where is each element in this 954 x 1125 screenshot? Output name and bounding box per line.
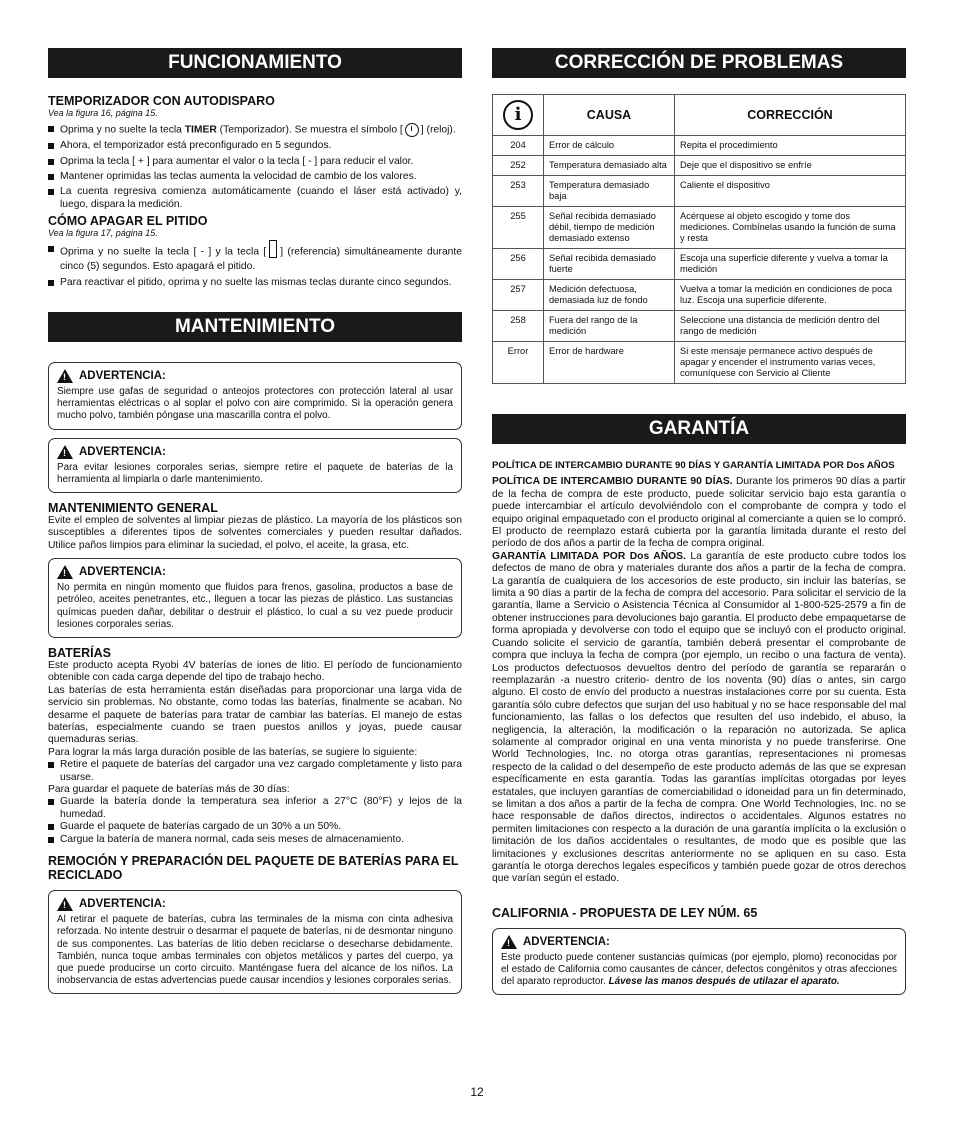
reference-icon xyxy=(269,240,277,258)
cell-causa: Error de hardware xyxy=(544,342,675,384)
table-row xyxy=(493,207,906,249)
beep-title: CÓMO APAGAR EL PITIDO xyxy=(48,214,208,229)
batt-list xyxy=(48,796,462,846)
warning-box: ! ADVERTENCIA: Para evitar lesiones corporales serias, siempre retire el paquete de baterías de la herramienta al limpiarla o darle mantenimiento. xyxy=(48,438,462,493)
list-item: Ahora, el temporizador está preconfigurado en 5 segundos. xyxy=(48,140,462,152)
problemas-header: CORRECCIÓN DE PROBLEMAS xyxy=(492,48,906,78)
table-row xyxy=(493,280,906,311)
warranty-paragraph: GARANTÍA LIMITADA POR Dos AÑOS. La garantía de este producto cubre todos los defectos de mano de obra y materiales durante dos años a partir de la fecha de compra. La garantía de cualquiera de los accesorios de este producto, sin incluir las baterías, se limita a 90 días a partir de la fecha de compra del accesorio. Para solicitar el servicio de la garantía, llame a Servicio o Asistencia Técnica al Consumidor al 1-800-525-2579 a fin de obtener instrucciones para devoluciones bajo garantía. El producto debe empaquetarse de forma apropiada y devolverse con todo el equipo que se incluyó con el producto original. Cuando solicite el servicio de garantía, también deberá presentar el comprobante de compra que incluya la fecha de compra (por ejemplo, un recibo o una factura de venta). Los productos defectuosos devueltos dentro del período de garantía se repararán o reemplazarán -a nuestro criterio- dentro de los noventa (90) días o antes, sin cargo alguno. El costo de envío del producto a nuestras instalaciones corre por su cuenta. Esta garantía sólo cubre defectos que surjan del uso habitual y no se hace responsable del mal funcionamiento, las fallas o los defectos que resulten del uso indebido, el abuso, la negligencia, la alteración, la modificación o la reparación no autorizada. Se aplica solamente al comprador original en una venta minorista y no puede transferirse. One World Technologies, Inc. no otorga otras garantías, representaciones ni promesas respecto de la calidad o del desempeño de este producto además de las que se expresan específicamente en esta garantía. Todas las garantías implícitas otorgadas por leyes estatales, que incluyen garantías de comerciabilidad o idoneidad para un fin determinado, se limitan a dos años a partir de la fecha de compra. One World Technologies, Inc. no se hace responsable de daños directos, indirectos o accidentales. Algunos estatres no permiten limitaciones con respecto a la duración de una garantía implícita o la exclusión o limitación de los daños accidentales o resultantes, de modo que es posible que las limitaciones y exclusiones descritas anteriormente no se apliquen en su caso. Esta garantía le otorga derechos legales específicos y también puede gozar de otros derechos que varían según el estado. xyxy=(492,550,906,885)
cell-code: 204 xyxy=(493,136,544,156)
right-column xyxy=(492,48,906,995)
warranty-paragraph: POLÍTICA DE INTERCAMBIO DURANTE 90 DÍAS. Durante los primeros 90 días a partir de la fecha de compra de este producto, puede solicitar servicio bajo esta garantía o puede intercambiar el artículo devolviéndolo con el comprobante de compra y todo el equipo original empaquetado con el producto original al comerciante a quien se lo compró. El producto de reemplazo estará cubierta por la garantía limitada durante el resto del período de dos años a partir de la fecha de compra original. xyxy=(492,476,906,550)
warning-icon: ! xyxy=(501,935,517,949)
cell-causa: Medición defectuosa, demasiada luz de fondo xyxy=(544,280,675,311)
cell-code: Error xyxy=(493,342,544,384)
warning-icon: ! xyxy=(57,445,73,459)
batt-paragraph: Las baterías de esta herramienta están diseñadas para proporcionar una larga vida de servicio sin problemas. No obstante, como todas las baterías, finalmente se acaban. No desarme el paquete de baterías para tratar de cambiar las baterías. El manejo de estas baterías, especialmente cuando se traen puestos anillos y joyas, puede causar quemaduras serias. xyxy=(48,684,462,746)
cell-correccion: Seleccione una distancia de medición dentro del rango de medición xyxy=(675,311,906,342)
timer-ref: Vea la figura 16, página 15. xyxy=(48,108,158,118)
recycle-title: REMOCIÓN Y PREPARACIÓN DEL PAQUETE DE BATERÍAS PARA EL RECICLADO xyxy=(48,854,459,883)
timer-title: TEMPORIZADOR CON AUTODISPARO xyxy=(48,94,275,108)
list-item: La cuenta regresiva comienza automáticamente (cuando el láser está activado) y, luego, dispara la medición. xyxy=(48,186,462,211)
warning-box: ! ADVERTENCIA: Al retirar el paquete de baterías, cubra las terminales de la misma con cinta adhesiva reforzada. No intente destruir o desarmar el paquete de baterías, ni de desmontar ninguno de sus componentes. Las baterías de litio deben reciclarse o desecharse debidamente. También, nunca toque ambas terminales con objetos metálicos y partes del cuerpo, ya que puede producirse un corto circuito. Manténgase fuera del alcance de los niños. La inobservancia de estas advertencias puede causar incendios y lesiones corporales serias. xyxy=(48,890,462,994)
troubleshooting-table xyxy=(492,94,906,384)
beep-ref: Vea la figura 17, página 15. xyxy=(48,228,158,239)
info-cell xyxy=(493,95,544,136)
funcionamiento-header: FUNCIONAMIENTO xyxy=(48,48,462,78)
california-title: CALIFORNIA - PROPUESTA DE LEY NÚM. 65 xyxy=(492,905,758,920)
batt-paragraph: Para guardar el paquete de baterías más de 30 días: xyxy=(48,784,290,796)
cell-correccion: Escoja una superficie diferente y vuelva a tomar la medición xyxy=(675,249,906,280)
table-row xyxy=(493,156,906,176)
warning-box: ! ADVERTENCIA: Este producto puede contener sustancias químicas (por ejemplo, plomo) reconocidas por el estado de California como causantes de cáncer, defectos congénitos y otras afecciones del aparato reproductor. Lávese las manos después de utilazar el aparato. xyxy=(492,928,906,996)
warning-icon: ! xyxy=(57,369,73,383)
cell-causa: Temperatura demasiado alta xyxy=(544,156,675,176)
general-title: MANTENIMIENTO GENERAL xyxy=(48,500,218,515)
list-item: Guarde el paquete de baterías cargado de un 30% a un 50%. xyxy=(48,821,462,833)
list-item: Oprima y no suelte la tecla [ - ] y la tecla [ ] (referencia) simultáneamente durante cinco (5) segundos. Esto apagará el pitido. xyxy=(48,243,462,273)
cell-correccion: Caliente el dispositivo xyxy=(675,176,906,207)
cell-code: 256 xyxy=(493,249,544,280)
warning-box: ! ADVERTENCIA: Siempre use gafas de seguridad o anteojos protectores con protección lateral al usar herramientas eléctricas o al soplar el polvo con aire comprimido. Si la operación genera mucho polvo, también póngase una mascarilla contra el polvo. xyxy=(48,362,462,430)
list-item: Oprima la tecla [ + ] para aumentar el valor o la tecla [ - ] para reducir el valor. xyxy=(48,156,462,168)
cell-correccion: Repita el procedimiento xyxy=(675,136,906,156)
baterias-title: BATERÍAS xyxy=(48,646,111,661)
list-item: Para reactivar el pitido, oprima y no suelte las mismas teclas durante cinco segundos. xyxy=(48,277,462,289)
policy-title: POLÍTICA DE INTERCAMBIO DURANTE 90 DÍAS Y GARANTÍA LIMITADA POR Dos AÑOS xyxy=(492,460,895,471)
left-column xyxy=(48,48,462,994)
cell-causa: Fuera del rango de la medición xyxy=(544,311,675,342)
list-item: Cargue la batería de manera normal, cada seis meses de almacenamiento. xyxy=(48,834,462,846)
cell-code: 252 xyxy=(493,156,544,176)
batt-list xyxy=(48,759,462,784)
table-row xyxy=(493,176,906,207)
cell-code: 257 xyxy=(493,280,544,311)
beep-list xyxy=(48,243,462,289)
cell-code: 253 xyxy=(493,176,544,207)
col-causa: CAUSA xyxy=(544,95,675,136)
mantenimiento-header: MANTENIMIENTO xyxy=(48,312,462,342)
clock-icon xyxy=(405,123,419,137)
cell-causa: Temperatura demasiado baja xyxy=(544,176,675,207)
info-icon: i xyxy=(503,100,533,130)
garantia-header: GARANTÍA xyxy=(492,414,906,444)
batt-paragraph: Este producto acepta Ryobi 4V baterías de iones de litio. El período de funcionamiento obtenible con cada carga depende del tipo de trabajo hecho. xyxy=(48,660,462,684)
cell-correccion: Deje que el dispositivo se enfríe xyxy=(675,156,906,176)
cell-correccion: Vuelva a tomar la medición en condiciones de poca luz. Escoja una superficie diferente. xyxy=(675,280,906,311)
warning-icon: ! xyxy=(57,565,73,579)
general-text: Evite el empleo de solventes al limpiar piezas de plástico. La mayoría de los plásticos son susceptibles a diferentes tipos de solventes comerciales y pueden resultar dañados. Utilice paños limpios para eliminar la suciedad, el polvo, el aceite, la grasa, etc. xyxy=(48,514,462,551)
list-item: Oprima y no suelte la tecla TIMER (Temporizador). Se muestra el símbolo [ ] (reloj). xyxy=(48,123,462,137)
timer-list xyxy=(48,123,462,211)
col-correccion: CORRECCIÓN xyxy=(675,95,906,136)
table-row xyxy=(493,311,906,342)
cell-code: 255 xyxy=(493,207,544,249)
list-item: Guarde la batería donde la temperatura sea inferior a 27°C (80°F) y lejos de la humedad. xyxy=(48,796,462,821)
cell-correccion: Si este mensaje permanece activo después de apagar y encender el instrumento varias veces, comuníquese con Servicio al Cliente xyxy=(675,342,906,384)
cell-causa: Señal recibida demasiado fuerte xyxy=(544,249,675,280)
table-row xyxy=(493,342,906,384)
batt-paragraph: Para lograr la más larga duración posible de las baterías, se sugiere lo siguiente: xyxy=(48,746,418,758)
page-number: 12 xyxy=(470,1085,484,1099)
table-row xyxy=(493,249,906,280)
cell-correccion: Acérquese al objeto escogido y tome dos mediciones. Combínelas usando la función de suma y resta xyxy=(675,207,906,249)
list-item: Retire el paquete de baterías del cargador una vez cargado completamente y listo para usarse. xyxy=(48,759,462,784)
cell-code: 258 xyxy=(493,311,544,342)
table-header-row xyxy=(493,95,906,136)
cell-causa: Error de cálculo xyxy=(544,136,675,156)
table-row xyxy=(493,136,906,156)
warning-icon: ! xyxy=(57,897,73,911)
list-item: Mantener oprimidas las teclas aumenta la velocidad de cambio de los valores. xyxy=(48,171,462,183)
warning-box: ! ADVERTENCIA: No permita en ningún momento que fluidos para frenos, gasolina, productos a base de petróleo, aceites penetrantes, etc., lleguen a tocar las piezas de plástico. Las sustancias químicas pueden dañar, debilitar o destruir el plástico, lo cual a su vez puede producir lesiones corporales serias. xyxy=(48,558,462,638)
cell-causa: Señal recibida demasiado débil, tiempo de medición demasiado extenso xyxy=(544,207,675,249)
